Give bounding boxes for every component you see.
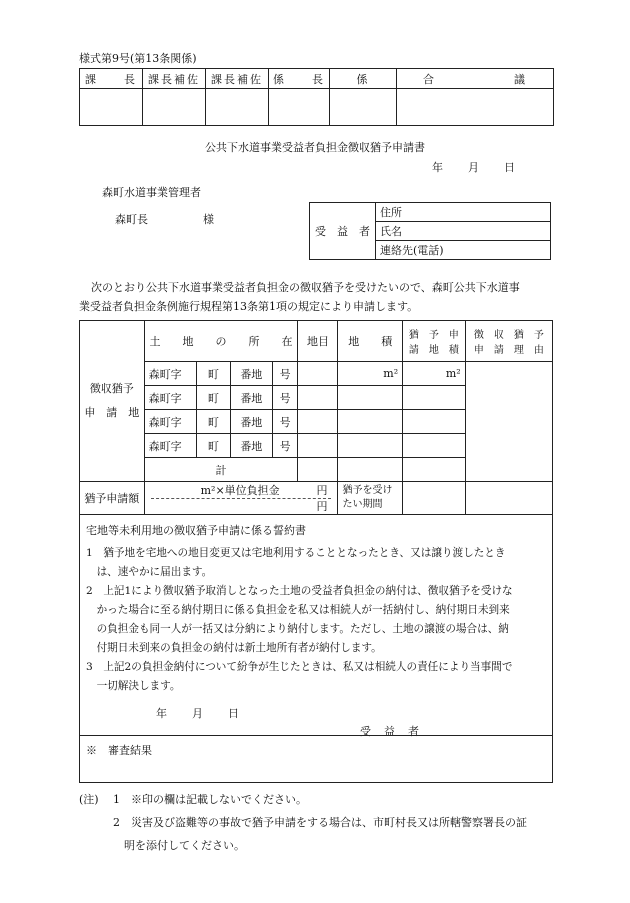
approval-header: 課 長 — [80, 69, 143, 89]
period-label-line: 猶予を受け — [342, 485, 393, 496]
pledge-section — [79, 515, 553, 736]
applicant-contact-field[interactable]: 連絡先(電話) — [376, 241, 551, 260]
approval-stamp-box[interactable] — [206, 89, 269, 126]
town-cell: 森町字 — [144, 386, 196, 410]
approval-stamp-box[interactable] — [143, 89, 206, 126]
application-land-table — [79, 320, 553, 515]
total-chimoku-cell[interactable] — [298, 458, 338, 482]
defer-area-cell[interactable] — [403, 386, 466, 410]
cho-cell: 町 — [196, 434, 230, 458]
amount-row — [80, 482, 553, 515]
period-label-line: たい期間 — [342, 499, 383, 510]
approval-header: 合 議 — [397, 69, 554, 89]
row-label-line: 申 請 地 — [84, 406, 140, 419]
col-reason-line: 徴 収 猶 予 — [473, 330, 544, 341]
total-area-cell[interactable] — [338, 458, 403, 482]
form-number: 様式第9号(第13条関係) — [79, 52, 197, 65]
town-cell: 森町字 — [144, 434, 196, 458]
cho-cell: 町 — [196, 410, 230, 434]
date-line: 年 月 日 — [432, 161, 516, 174]
col-defer-area-line: 猶 予 申 — [408, 330, 459, 341]
approval-table — [79, 68, 554, 126]
pledge-title: 宅地等未利用地の徴収猶予申請に係る誓約書 — [86, 524, 306, 537]
applicant-table — [309, 202, 551, 260]
pledge-signer: 受 益 者 — [360, 725, 420, 738]
defer-area-cell[interactable]: m² — [403, 362, 466, 386]
period-cell[interactable] — [403, 482, 466, 515]
pledge-body — [80, 540, 552, 696]
amount-yen-2: 円 — [316, 499, 328, 513]
pledge-line: かった場合に至る納付期日に係る負担金を私又は相続人が一括納付し、納付期日未到来 — [86, 604, 510, 616]
pledge-line: 1 猶予地を宅地への地目変更又は宅地利用することとなったとき、又は譲り渡したとき — [86, 547, 506, 559]
row-label-line: 徴収猶予 — [89, 382, 134, 395]
period-label — [338, 482, 403, 515]
review-result-label: ※ 審査結果 — [86, 744, 152, 757]
pledge-date[interactable]: 年 月 日 — [156, 707, 240, 720]
col-location: 土 地 の 所 在 — [144, 321, 298, 362]
pledge-line: 3 上記2の負担金納付について紛争が生じたときは、私又は相続人の責任により当事間で — [86, 661, 513, 673]
addressee-manager: 森町水道事業管理者 — [102, 186, 201, 199]
area-cell[interactable] — [338, 434, 403, 458]
note-line: 2 災害及び盗難等の事故で猶予申請をする場合は、市町村長又は所轄警察署長の証 — [113, 816, 527, 829]
area-cell[interactable] — [338, 410, 403, 434]
area-cell[interactable] — [338, 386, 403, 410]
defer-area-cell[interactable] — [403, 410, 466, 434]
approval-header: 係 長 — [269, 69, 330, 89]
chimoku-cell[interactable] — [298, 410, 338, 434]
table-row — [80, 362, 553, 386]
banchi-cell: 番地 — [230, 386, 272, 410]
intro-line: 次のとおり公共下水道事業受益者負担金の徴収猶予を受けたいので、森町公共下水道事 — [91, 281, 520, 294]
pledge-line: 一切解決します。 — [86, 680, 181, 692]
reason-cell[interactable] — [465, 362, 552, 482]
approval-header: 係 — [330, 69, 397, 89]
go-cell: 号 — [272, 362, 298, 386]
banchi-cell: 番地 — [230, 362, 272, 386]
col-defer-area-line: 請 地 積 — [408, 345, 459, 356]
review-result-box — [79, 735, 553, 783]
pledge-line: は、速やかに届出ます。 — [86, 566, 213, 578]
pledge-line: 付期日未到来の負担金の納付は新土地所有者が納付します。 — [86, 642, 382, 654]
col-reason-line: 申 請 理 由 — [473, 345, 544, 356]
col-reason — [465, 321, 552, 362]
town-cell: 森町字 — [144, 362, 196, 386]
banchi-cell: 番地 — [230, 410, 272, 434]
banchi-cell: 番地 — [230, 434, 272, 458]
approval-stamp-box[interactable] — [397, 89, 554, 126]
chimoku-cell[interactable] — [298, 386, 338, 410]
cho-cell: 町 — [196, 386, 230, 410]
amount-formula: m²×単位負担金 — [200, 483, 280, 497]
total-label: 計 — [144, 458, 298, 482]
applicant-address-field[interactable]: 住所 — [376, 203, 551, 222]
chimoku-cell[interactable] — [298, 362, 338, 386]
go-cell: 号 — [272, 410, 298, 434]
defer-area-cell[interactable] — [403, 434, 466, 458]
approval-stamp-box[interactable] — [80, 89, 143, 126]
approval-header: 課長補佐 — [143, 69, 206, 89]
approval-header: 課長補佐 — [206, 69, 269, 89]
col-defer-area — [403, 321, 466, 362]
form-title: 公共下水道事業受益者負担金徴収猶予申請書 — [205, 141, 425, 154]
addressee-mayor: 森町長 様 — [115, 213, 214, 226]
applicant-name-field[interactable]: 氏名 — [376, 222, 551, 241]
col-area: 地 積 — [338, 321, 403, 362]
notes — [79, 790, 559, 855]
note-line: 明を添付してください。 — [113, 839, 245, 852]
note-line: 1 ※印の欄は記載しないでください。 — [113, 793, 307, 806]
amount-yen-1: 円 — [316, 483, 328, 497]
notes-label: (注) — [79, 793, 99, 806]
pledge-line: 2 上記1により徴収猶予取消しとなった土地の受益者負担金の納付は、徴収猶予を受けな — [86, 585, 513, 597]
approval-stamp-box[interactable] — [330, 89, 397, 126]
total-defer-area-cell[interactable] — [403, 458, 466, 482]
col-chimoku: 地目 — [298, 321, 338, 362]
area-cell[interactable]: m² — [338, 362, 403, 386]
town-cell: 森町字 — [144, 410, 196, 434]
applicant-label: 受 益 者 — [310, 203, 376, 260]
cho-cell: 町 — [196, 362, 230, 386]
go-cell: 号 — [272, 386, 298, 410]
go-cell: 号 — [272, 434, 298, 458]
amount-label: 猶予申請額 — [80, 482, 145, 515]
chimoku-cell[interactable] — [298, 434, 338, 458]
amount-cell[interactable] — [144, 482, 338, 515]
pledge-line: の負担金も同一人が一括又は分納により納付します。ただし、土地の譲渡の場合は、納 — [86, 623, 509, 635]
intro-text — [79, 278, 555, 316]
approval-stamp-box[interactable] — [269, 89, 330, 126]
intro-line: 業受益者負担金条例施行規程第13条第1項の規定により申請します。 — [79, 300, 419, 313]
application-land-label — [80, 321, 145, 482]
